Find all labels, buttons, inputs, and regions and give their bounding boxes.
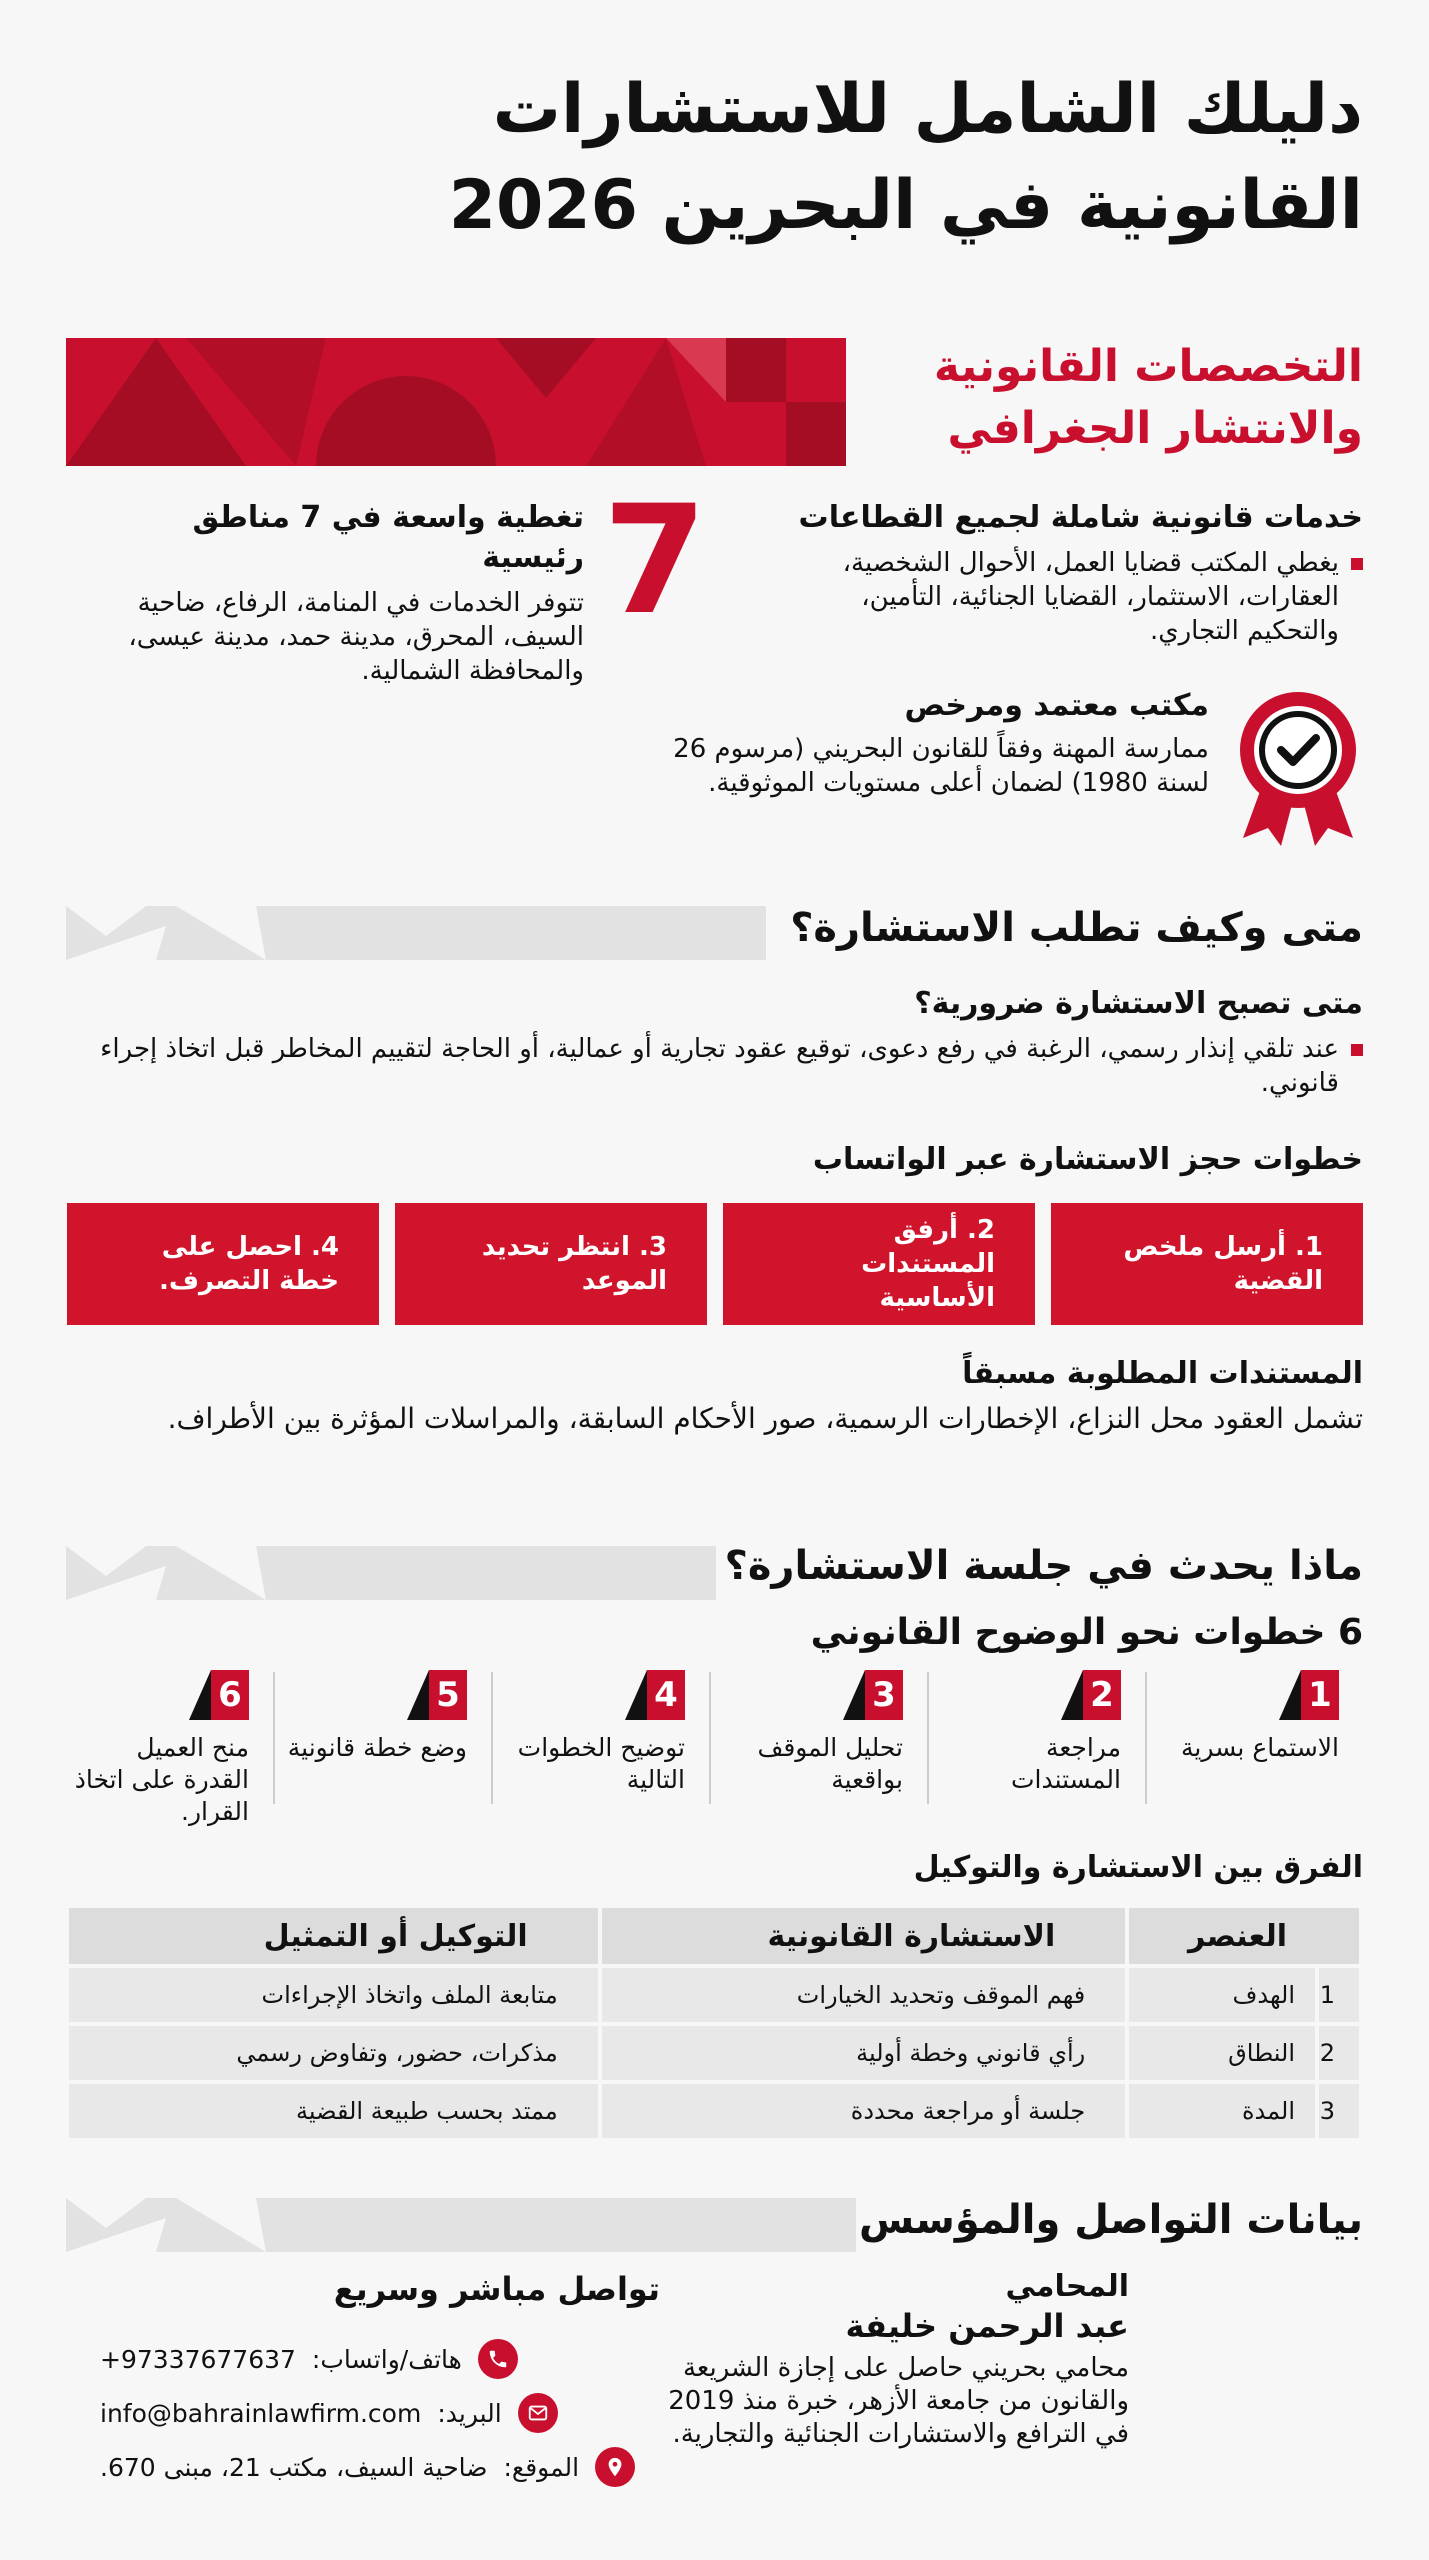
- row-element: المدة: [1129, 2084, 1315, 2138]
- booking-step-4: 4. احصل على خطة التصرف.: [67, 1203, 379, 1325]
- row-index: 2: [1319, 2026, 1359, 2080]
- row-element: الهدف: [1129, 1968, 1315, 2022]
- services-heading: خدمات قانونية شاملة لجميع القطاعات: [798, 500, 1363, 535]
- six-steps-heading: 6 خطوات نحو الوضوح القانوني: [810, 1612, 1363, 1653]
- when-block: [63, 984, 1363, 1100]
- licensed-text: ممارسة المهنة وفقاً للقانون البحريني (مرسوم 26 لسنة 1980) لضمان أعلى مستويات الموثوقية.: [673, 734, 1209, 798]
- services-block: [773, 498, 1363, 648]
- location-label: الموقع:: [503, 2452, 580, 2482]
- booking-step-2: 2. أرفق المستندات الأساسية: [723, 1203, 1035, 1325]
- certified-badge-icon: [1233, 688, 1363, 848]
- session-step-label: توضيح الخطوات التالية: [517, 1733, 685, 1794]
- section1-title: [863, 336, 1363, 460]
- row-consultation: فهم الموقف وتحديد الخيارات: [602, 1968, 1126, 2022]
- page-title: [363, 62, 1363, 254]
- row-index: 3: [1319, 2084, 1359, 2138]
- comparison-table: [65, 1904, 1363, 2142]
- lawyer-role: المحامي: [1005, 2269, 1129, 2304]
- lawyer-block: [649, 2268, 1129, 2451]
- phone-label: هاتف/واتساب:: [311, 2344, 462, 2374]
- table-header-row: [69, 1908, 1359, 1964]
- session-step-2: [929, 1670, 1145, 1806]
- section3-stripe: [66, 1546, 716, 1600]
- divider: [927, 1672, 929, 1804]
- session-step-3: [711, 1670, 927, 1806]
- session-step-label: وضع خطة قانونية: [287, 1733, 467, 1762]
- session-step-5: [275, 1670, 491, 1806]
- contact-email-row[interactable]: [100, 2386, 660, 2440]
- when-heading: متى تصبح الاستشارة ضرورية؟: [914, 986, 1363, 1021]
- divider: [491, 1672, 493, 1804]
- section3-title: ماذا يحدث في جلسة الاستشارة؟: [724, 1543, 1363, 1589]
- location-pin-icon: [595, 2447, 635, 2487]
- session-step-1: [1147, 1670, 1363, 1806]
- row-consultation: رأي قانوني وخطة أولية: [602, 2026, 1126, 2080]
- section1-banner: [66, 338, 846, 466]
- phone-value[interactable]: +97337677637: [100, 2344, 296, 2374]
- docs-heading: المستندات المطلوبة مسبقاً: [962, 1356, 1363, 1391]
- row-representation: ممتد بحسب طبيعة القضية: [69, 2084, 598, 2138]
- table-row: [69, 2084, 1359, 2138]
- email-value[interactable]: info@bahrainlawfirm.com: [100, 2398, 422, 2428]
- table-header-representation: التوكيل أو التمثيل: [69, 1908, 598, 1964]
- booking-steps-heading: خطوات حجز الاستشارة عبر الواتساب: [812, 1142, 1363, 1177]
- step-number-badge: 1: [1279, 1670, 1339, 1720]
- row-index: 1: [1319, 1968, 1359, 2022]
- location-value: ضاحية السيف، مكتب 21، مبنى 670.: [100, 2452, 488, 2482]
- divider: [1145, 1672, 1147, 1804]
- section4-title: بيانات التواصل والمؤسس: [858, 2197, 1363, 2243]
- difference-heading: الفرق بين الاستشارة والتوكيل: [913, 1850, 1363, 1885]
- page-title-line1: دليلك الشامل للاستشارات: [492, 70, 1363, 149]
- contact-phone-row[interactable]: [100, 2332, 660, 2386]
- session-step-label: الاستماع بسرية: [1180, 1733, 1339, 1762]
- coverage-block: [84, 498, 584, 688]
- coverage-text: تتوفر الخدمات في المنامة، الرفاع، ضاحية السيف، المحرق، مدينة حمد، مدينة عيسى، والمحافظة الشمالية.: [128, 588, 584, 686]
- row-element: النطاق: [1129, 2026, 1315, 2080]
- table-row: [69, 2026, 1359, 2080]
- table-header-element: العنصر: [1129, 1908, 1359, 1964]
- table-header-consultation: الاستشارة القانونية: [602, 1908, 1126, 1964]
- step-number-badge: 2: [1061, 1670, 1121, 1720]
- session-step-4: [493, 1670, 709, 1806]
- email-icon: [518, 2393, 558, 2433]
- licensed-heading: مكتب معتمد ومرخص: [904, 688, 1209, 723]
- section2-title: متى وكيف تطلب الاستشارة؟: [790, 905, 1363, 951]
- licensed-block: [649, 686, 1209, 800]
- bullet-marker: [1351, 558, 1363, 570]
- phone-icon: [478, 2339, 518, 2379]
- booking-step-3: 3. انتظر تحديد الموعد: [395, 1203, 707, 1325]
- docs-block: [63, 1354, 1363, 1438]
- email-label: البريد:: [437, 2398, 502, 2428]
- divider: [273, 1672, 275, 1804]
- step-number-badge: 4: [625, 1670, 685, 1720]
- coverage-number: 7: [602, 474, 708, 648]
- contact-block: [100, 2268, 660, 2494]
- lawyer-name: عبد الرحمن خليفة: [845, 2307, 1129, 2345]
- row-consultation: جلسة أو مراجعة محددة: [602, 2084, 1126, 2138]
- lawyer-bio: محامي بحريني حاصل على إجازة الشريعة والقانون من جامعة الأزهر، خبرة منذ 2019 في الترافع والاستشارات الجنائية والتجارية.: [668, 2353, 1129, 2449]
- row-representation: مذكرات، حضور، وتفاوض رسمي: [69, 2026, 598, 2080]
- session-step-label: منح العميل القدرة على اتخاذ القرار.: [74, 1733, 249, 1826]
- services-text: يغطي المكتب قضايا العمل، الأحوال الشخصية، العقارات، الاستثمار، القضايا الجنائية، التأمين، والتحكيم التجاري.: [842, 548, 1339, 646]
- step-number-badge: 6: [189, 1670, 249, 1720]
- step-number-badge: 5: [407, 1670, 467, 1720]
- coverage-heading: تغطية واسعة في 7 مناطق رئيسية: [192, 500, 584, 575]
- contact-heading: تواصل مباشر وسريع: [333, 2270, 660, 2308]
- session-step-label: مراجعة المستندات: [1010, 1733, 1121, 1794]
- step-number-badge: 3: [843, 1670, 903, 1720]
- booking-step-1: 1. أرسل ملخص القضية: [1051, 1203, 1363, 1325]
- table-row: [69, 1968, 1359, 2022]
- session-step-6: [63, 1670, 273, 1826]
- when-text: عند تلقي إنذار رسمي، الرغبة في رفع دعوى، توقيع عقود تجارية أو عمالية، أو الحاجة لتقييم المخاطر قبل اتخاذ إجراء قانوني.: [100, 1034, 1339, 1098]
- page-title-line2: القانونية في البحرين 2026: [448, 166, 1363, 245]
- docs-text: تشمل العقود محل النزاع، الإخطارات الرسمية، صور الأحكام السابقة، والمراسلات المؤثرة بين الأطراف.: [167, 1402, 1363, 1435]
- divider: [709, 1672, 711, 1804]
- row-representation: متابعة الملف واتخاذ الإجراءات: [69, 1968, 598, 2022]
- bullet-marker: [1351, 1044, 1363, 1056]
- section2-stripe: [66, 906, 766, 960]
- section1-title-line2: والانتشار الجغرافي: [947, 403, 1363, 454]
- session-step-label: تحليل الموقف بواقعية: [757, 1733, 903, 1794]
- contact-location-row[interactable]: [100, 2440, 660, 2494]
- section1-title-line1: التخصصات القانونية: [933, 341, 1363, 392]
